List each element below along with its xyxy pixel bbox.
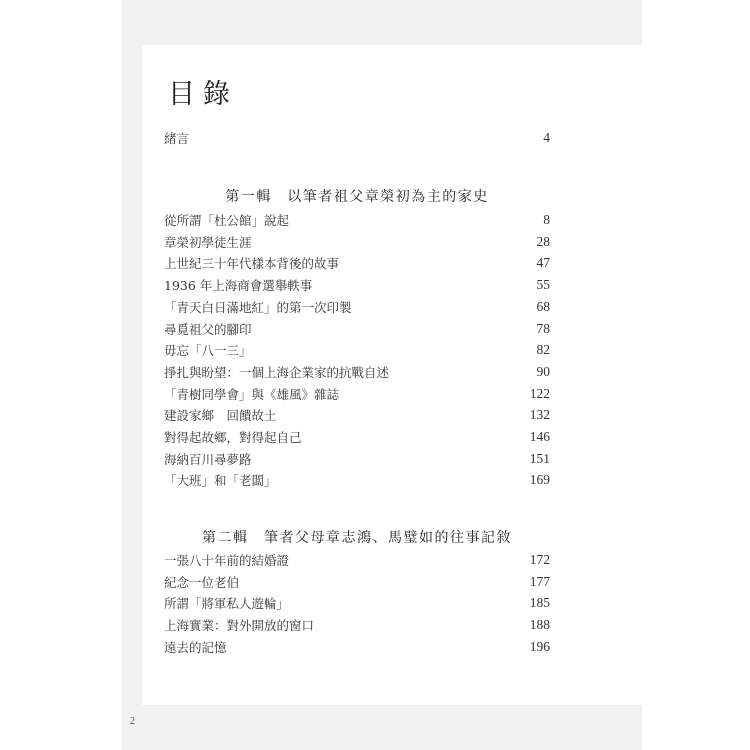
toc-entry-label: 緒言	[164, 131, 190, 146]
toc-entry-label: 從所謂「杜公館」說起	[164, 213, 290, 228]
toc-entry	[164, 362, 550, 382]
toc-entry-page: 132	[529, 407, 550, 423]
toc-entry-page: 122	[529, 385, 550, 401]
toc-entry	[164, 405, 550, 425]
toc-entry-label: 建設家鄉 回饋故土	[164, 408, 277, 424]
section-1-heading: 第一輯 以筆者祖父章榮初為主的家史	[225, 189, 489, 205]
page-number: 2	[130, 716, 135, 727]
toc-entry-label: 章榮初學徒生涯	[164, 234, 252, 250]
toc-entry-page: 28	[536, 233, 550, 249]
toc-entry	[164, 297, 550, 317]
toc-entry-page: 151	[529, 450, 550, 466]
toc-entry-label: 紀念一位老伯	[164, 574, 240, 590]
toc-entry	[164, 384, 550, 404]
toc-entry	[164, 449, 550, 469]
margin-area	[642, 0, 750, 750]
toc-entry	[164, 615, 550, 635]
toc-entry-label: 海納百川尋夢路	[164, 451, 252, 467]
toc-entry	[164, 593, 550, 613]
toc-entry-page: 185	[529, 595, 550, 611]
section-2-heading: 第二輯 筆者父母章志鴻、馬璧如的往事記敘	[202, 530, 512, 546]
toc-entry-page: 90	[536, 363, 550, 379]
toc-entry-label: 上世紀三十年代樣本背後的故事	[164, 256, 340, 272]
toc-entry	[164, 550, 550, 570]
toc-entry	[164, 340, 550, 360]
toc-entry	[164, 232, 550, 252]
toc-entry-label: 毋忘「八一三」	[164, 343, 252, 359]
toc-entry-page: 169	[529, 472, 550, 488]
toc-entry-page: 8	[543, 212, 550, 227]
toc-entry-page: 146	[529, 429, 550, 444]
toc-entry-label: 所謂「將軍私人遊輪」	[164, 596, 290, 612]
toc-entry-label: 「大班」和「老闆」	[164, 473, 277, 489]
toc-entry	[164, 427, 550, 447]
toc-entry-page: 78	[536, 320, 550, 336]
toc-entry-page: 196	[529, 638, 550, 654]
toc-entry-page: 47	[536, 255, 550, 271]
toc-entry-page: 55	[536, 277, 550, 293]
toc-entry-label: 一張八十年前的結婚證	[164, 553, 290, 568]
toc-entry-label: 尋覓祖父的腳印	[164, 321, 252, 337]
toc-entry-label: 1936 年上海商會選舉軼事	[164, 278, 313, 294]
toc-entry-label: 上海實業：對外開放的窗口	[164, 618, 315, 634]
toc-entry-page: 4	[543, 130, 550, 145]
toc-entry	[164, 275, 550, 295]
toc-entry	[164, 637, 550, 657]
toc-entry	[164, 319, 550, 339]
toc-title: 目錄	[168, 79, 238, 110]
toc-entry-label: 遠去的記憶	[164, 639, 227, 655]
toc-entry-label: 掙扎與盼望：一個上海企業家的抗戰自述	[164, 364, 390, 380]
toc-entry-page: 172	[529, 552, 550, 567]
toc-entry	[164, 470, 550, 490]
toc-entry	[164, 572, 550, 592]
toc-entry-label: 「青天白日滿地紅」的第一次印製	[164, 299, 352, 315]
toc-entry-label: 對得起故鄉，對得起自己	[164, 430, 302, 445]
toc-entry-intro	[164, 128, 550, 148]
toc-entry-page: 177	[529, 573, 550, 589]
toc-entry-page: 82	[536, 342, 550, 358]
toc-entry	[164, 253, 550, 273]
toc-entry-page: 188	[529, 617, 550, 633]
toc-entry-label: 「青樹同學會」與《雄風》雜誌	[164, 386, 340, 402]
toc-entry-page: 68	[536, 298, 550, 314]
toc-entry	[164, 210, 550, 230]
